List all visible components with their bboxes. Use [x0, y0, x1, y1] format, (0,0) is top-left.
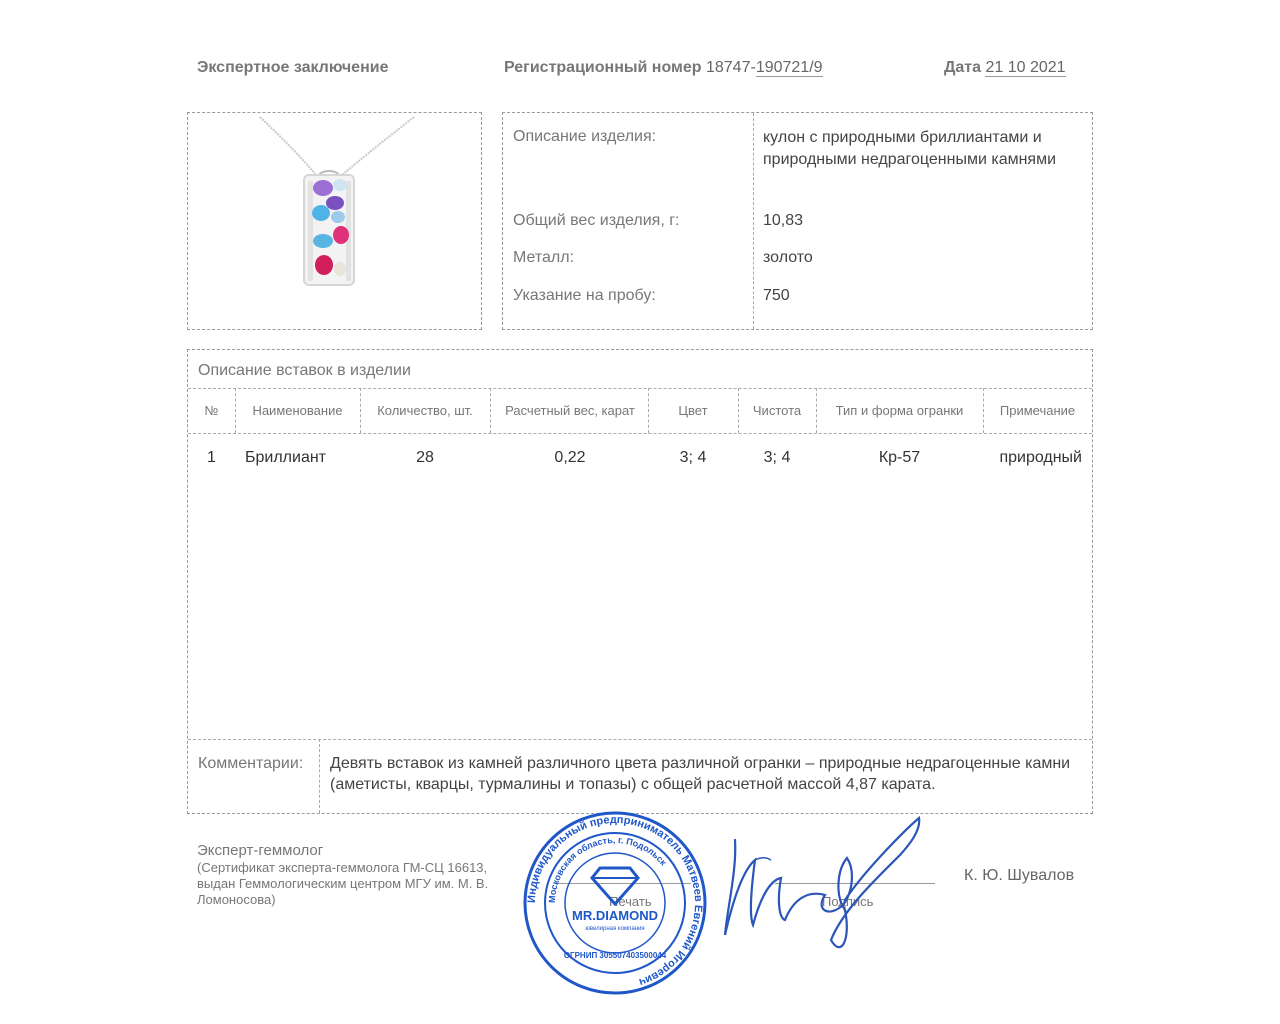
stamp-ogrnip: ОГРНИП 305507403500044 [563, 951, 667, 960]
cell-number: 1 [207, 449, 216, 466]
cell-weight: 0,22 [554, 449, 586, 466]
date-value: 21 10 2021 [985, 59, 1066, 76]
expert-certificate: (Сертификат эксперта-геммолога ГМ-СЦ 16613, выдан Геммологическим центром МГУ им. М. В. Ломоносова) [197, 860, 489, 907]
metal-value: золото [763, 249, 813, 266]
weight-label: Общий вес изделия, г: [513, 212, 680, 229]
col-weight: Расчетный вес, карат [505, 403, 635, 418]
registration-prefix: 18747- [705, 59, 756, 76]
col-number: № [204, 403, 219, 418]
document-title: Экспертное заключение [197, 59, 389, 76]
comments-text: Девять вставок из камней различного цвета различной огранки – природные недрагоценные камни (аметисты, кварцы, турмалины и топазы) с общей расчетной массой 4,87 карата. [330, 755, 1071, 793]
cell-note: природный [999, 449, 1082, 466]
document-date [944, 59, 1066, 77]
registration-label: Регистрационный номер [504, 59, 702, 76]
inserts-title: Описание вставок в изделии [198, 362, 411, 379]
col-cut: Тип и форма огранки [835, 403, 964, 418]
cell-clarity: 3; 4 [763, 449, 791, 466]
inserts-box [187, 349, 1093, 814]
product-details-box [502, 112, 1093, 330]
cell-cut: Кр-57 [878, 449, 921, 466]
stamp-brand: MR.DIAMOND [572, 908, 658, 923]
stamp-region-text: Московская область, г. Подольск [546, 834, 669, 904]
signature-label: Подпись [822, 894, 874, 909]
pendant-image [188, 113, 481, 329]
col-note: Примечание [999, 403, 1076, 418]
description-label: Описание изделия: [513, 128, 657, 145]
probe-value: 750 [763, 287, 790, 304]
cell-name: Бриллиант [245, 449, 327, 466]
probe-label: Указание на пробу: [513, 287, 656, 304]
col-color: Цвет [678, 403, 708, 418]
stamp-seal [520, 808, 710, 998]
col-quantity: Количество, шт. [377, 403, 473, 418]
cell-quantity: 28 [416, 449, 434, 466]
diamond-icon [592, 868, 638, 904]
stamp-ring-text: Индивидуальный предприниматель Матвеев Евгений Игоревич [525, 813, 705, 989]
col-name: Наименование [252, 403, 343, 418]
product-photo-frame [187, 112, 482, 330]
stamp-brand-sub: ювелирная компания [585, 926, 645, 932]
stamp-label: Печать [609, 894, 652, 909]
expert-title: Эксперт-геммолог [197, 842, 324, 859]
registration-value: 190721/9 [755, 59, 823, 76]
cell-color: 3; 4 [679, 449, 707, 466]
col-clarity: Чистота [752, 403, 802, 418]
description-value: кулон с природными бриллиантами и природными недрагоценными камнями [763, 129, 1057, 168]
weight-value: 10,83 [763, 212, 804, 229]
date-label: Дата [944, 59, 982, 76]
metal-label: Металл: [513, 249, 575, 266]
expert-name: К. Ю. Шувалов [964, 867, 1075, 884]
comments-label: Комментарии: [198, 755, 304, 772]
registration-number [504, 59, 823, 77]
handwritten-signature [715, 800, 930, 960]
